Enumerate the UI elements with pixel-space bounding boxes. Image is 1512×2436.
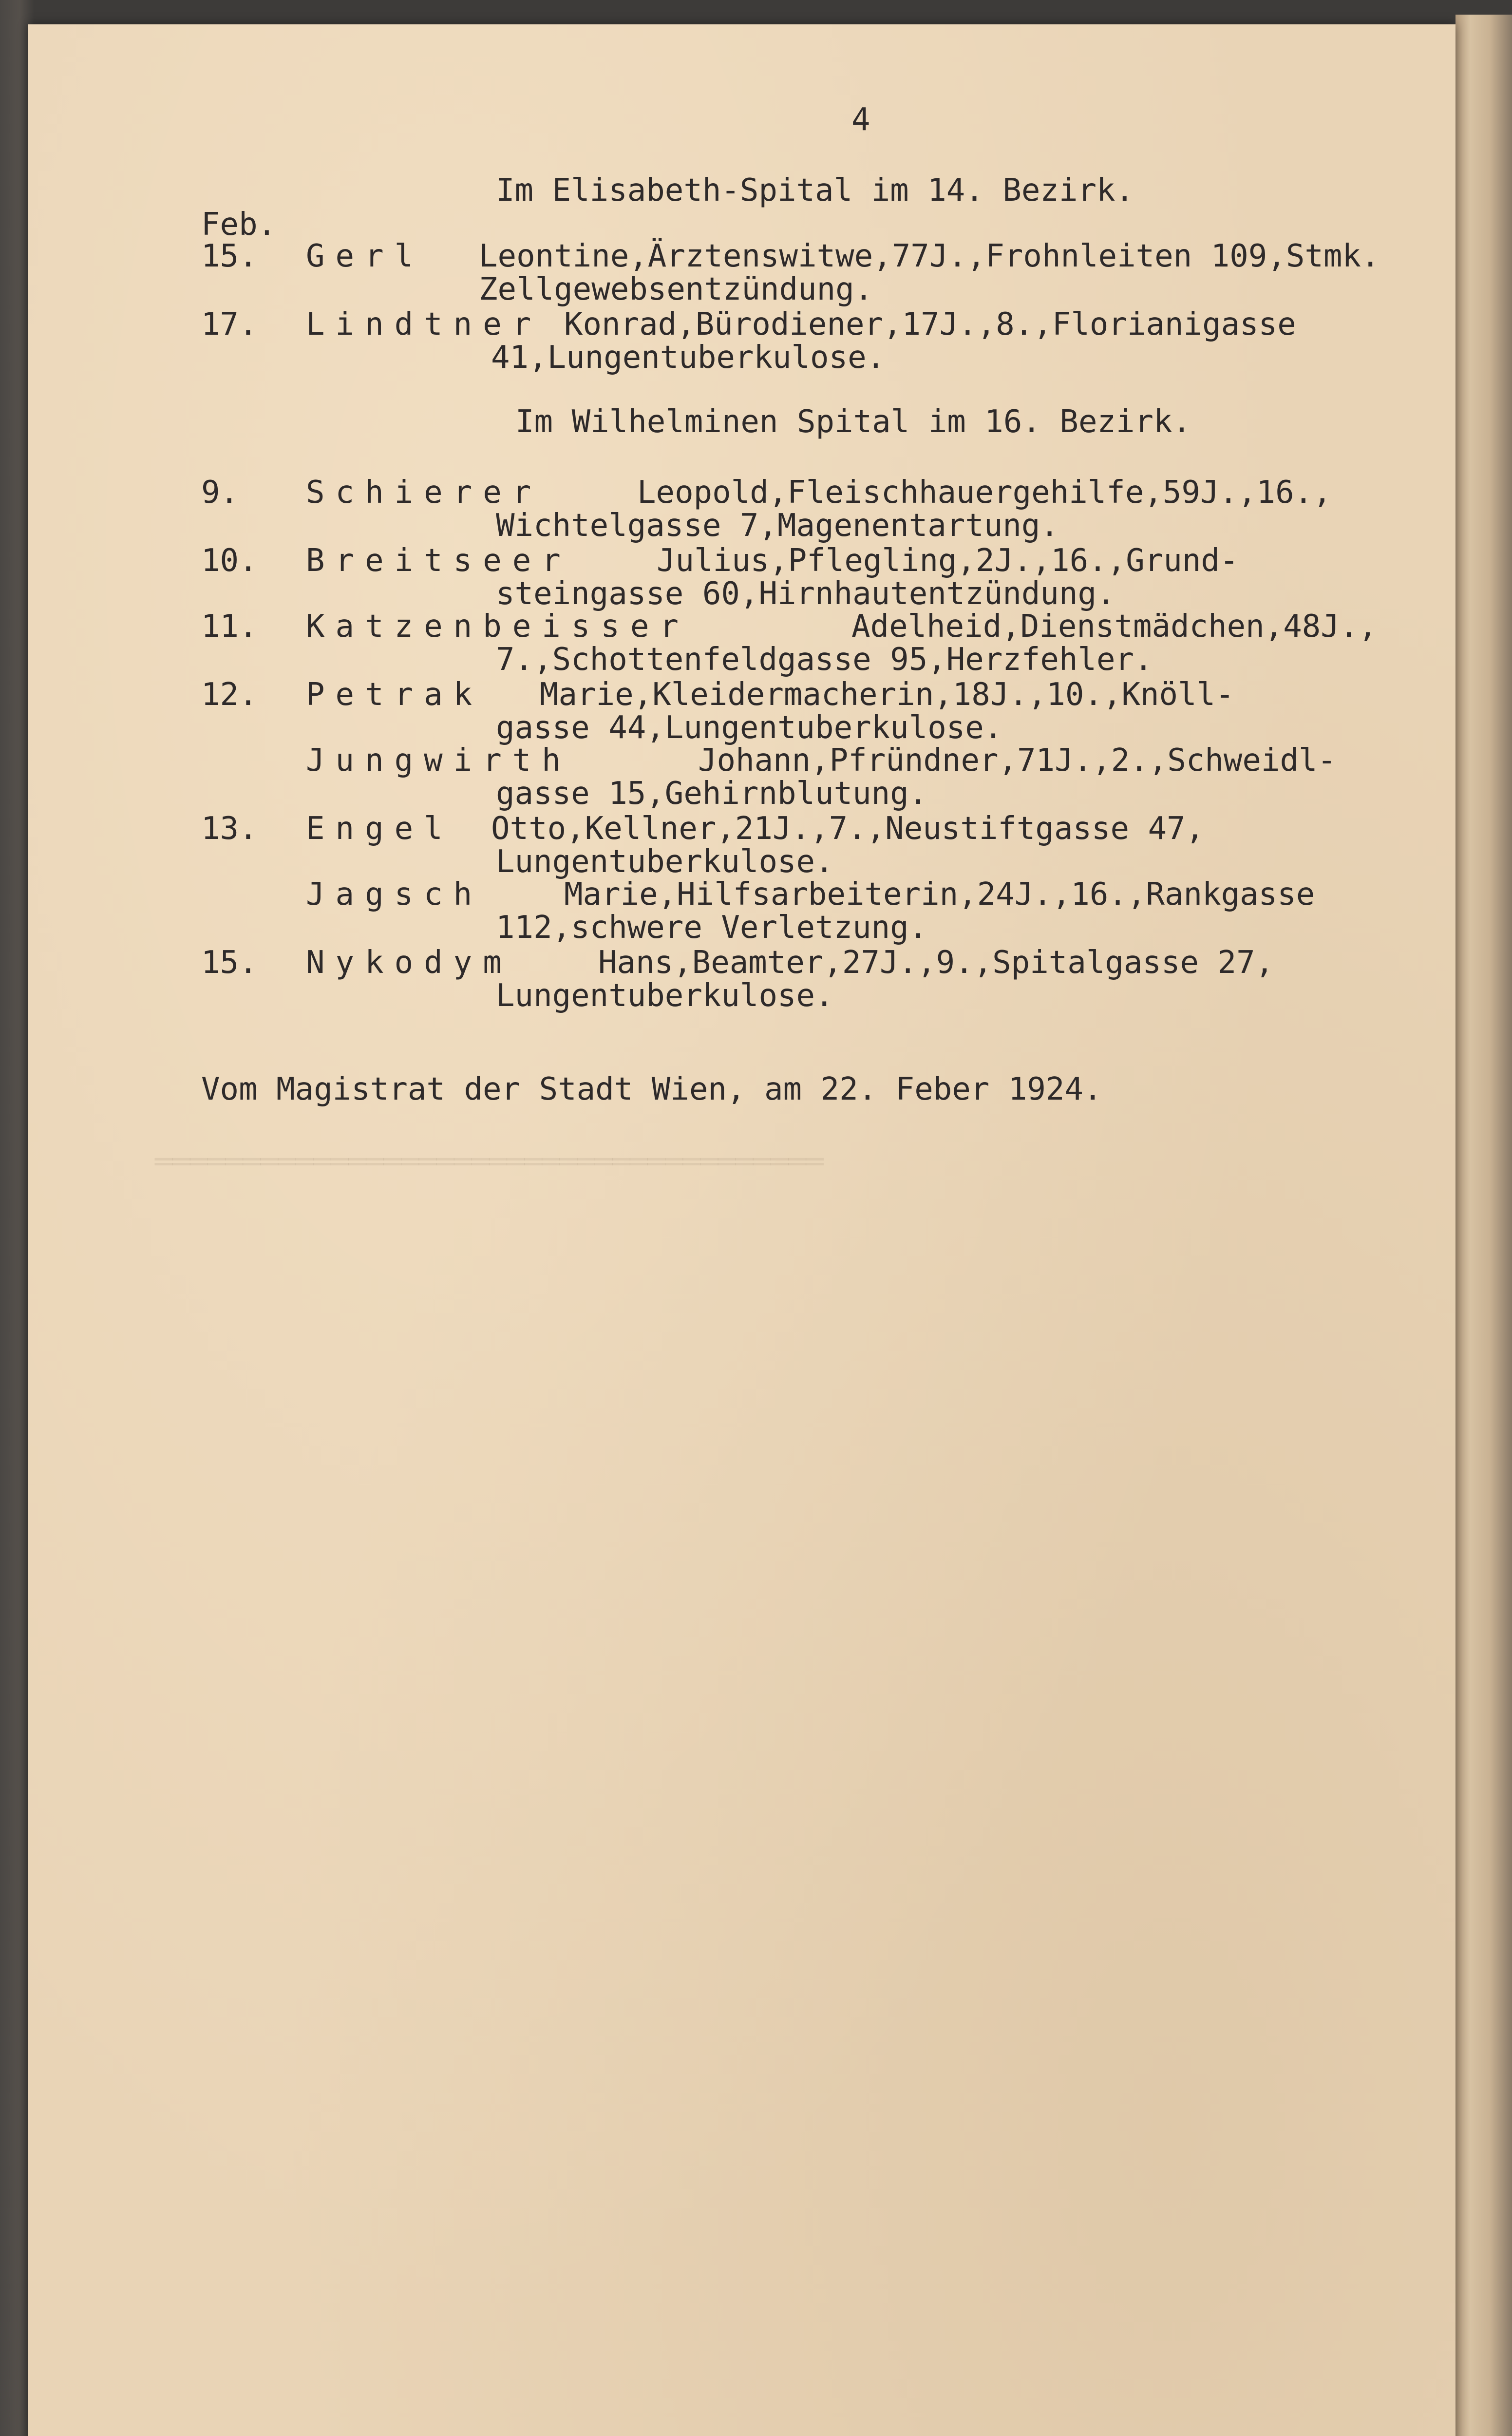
next-page-edge: [1455, 15, 1512, 2436]
entry-line2: 41,Lungentuberkulose.: [491, 340, 886, 376]
entry-line2: 7.,Schottenfeldgasse 95,Herzfehler.: [496, 642, 1153, 678]
show-through: ══════════════════════════════════════: [155, 1145, 824, 1179]
entry-day: 10.: [201, 543, 258, 579]
entry-surname: Nykodym: [306, 945, 512, 981]
entry-day: 12.: [201, 677, 258, 713]
entry-line2: Zellgewebsentzündung.: [479, 271, 873, 307]
section-heading-elisabeth: Im Elisabeth-Spital im 14. Bezirk.: [496, 172, 1134, 209]
entry-line1: Marie,Kleidermacherin,18J.,10.,Knöll-: [540, 677, 1234, 713]
entry-surname: Katzenbeisser: [306, 609, 689, 645]
entry-surname: Breitseer: [306, 543, 571, 579]
entry-day: 11.: [201, 609, 258, 645]
entry-day: 15.: [201, 945, 258, 981]
entry-surname: Schierer: [306, 475, 542, 511]
entry-surname: Jagsch: [306, 876, 483, 913]
entry-surname: Gerl: [306, 238, 424, 274]
entry-day: 13.: [201, 811, 258, 847]
entry-line2: gasse 15,Gehirnblutung.: [496, 776, 928, 812]
entry-line1: Leontine,Ärztenswitwe,77J.,Frohnleiten 109,Stmk.: [479, 238, 1380, 274]
entry-line2: steingasse 60,Hirnhautentzündung.: [496, 576, 1115, 612]
entry-line2: gasse 44,Lungentuberkulose.: [496, 710, 1003, 746]
entry-line1: Hans,Beamter,27J.,9.,Spitalgasse 27,: [598, 945, 1274, 981]
month-label: Feb.: [201, 207, 277, 243]
entry-line2: Lungentuberkulose.: [496, 844, 834, 880]
entry-day: 9.: [201, 475, 239, 511]
entry-line1: Otto,Kellner,21J.,7.,Neustiftgasse 47,: [491, 811, 1205, 847]
entry-line2: Wichtelgasse 7,Magenentartung.: [496, 508, 1059, 544]
entry-day: 17.: [201, 306, 258, 343]
entry-line1: Adelheid,Dienstmädchen,48J.,: [851, 609, 1377, 645]
entry-line1: Julius,Pflegling,2J.,16.,Grund-: [657, 543, 1239, 579]
entry-line1: Marie,Hilfsarbeiterin,24J.,16.,Rankgasse: [564, 876, 1315, 913]
document-page: [28, 24, 1455, 2436]
closing-line: Vom Magistrat der Stadt Wien, am 22. Feber 1924.: [201, 1071, 1102, 1107]
entry-line1: Leopold,Fleischhauergehilfe,59J.,16.,: [637, 475, 1332, 511]
entry-line1: Johann,Pfründner,71J.,2.,Schweidl-: [698, 742, 1337, 779]
entry-surname: Lindtner: [306, 306, 542, 343]
entry-line1: Konrad,Bürodiener,17J.,8.,Florianigasse: [564, 306, 1296, 343]
entry-line2: 112,schwere Verletzung.: [496, 910, 928, 946]
entry-line2: Lungentuberkulose.: [496, 978, 834, 1014]
entry-day: 15.: [201, 238, 258, 274]
section-heading-wilhelminen: Im Wilhelminen Spital im 16. Bezirk.: [515, 404, 1191, 440]
page-number: 4: [851, 102, 870, 138]
entry-surname: Engel: [306, 811, 454, 847]
entry-surname: Petrak: [306, 677, 483, 713]
entry-surname: Jungwirth: [306, 742, 571, 779]
